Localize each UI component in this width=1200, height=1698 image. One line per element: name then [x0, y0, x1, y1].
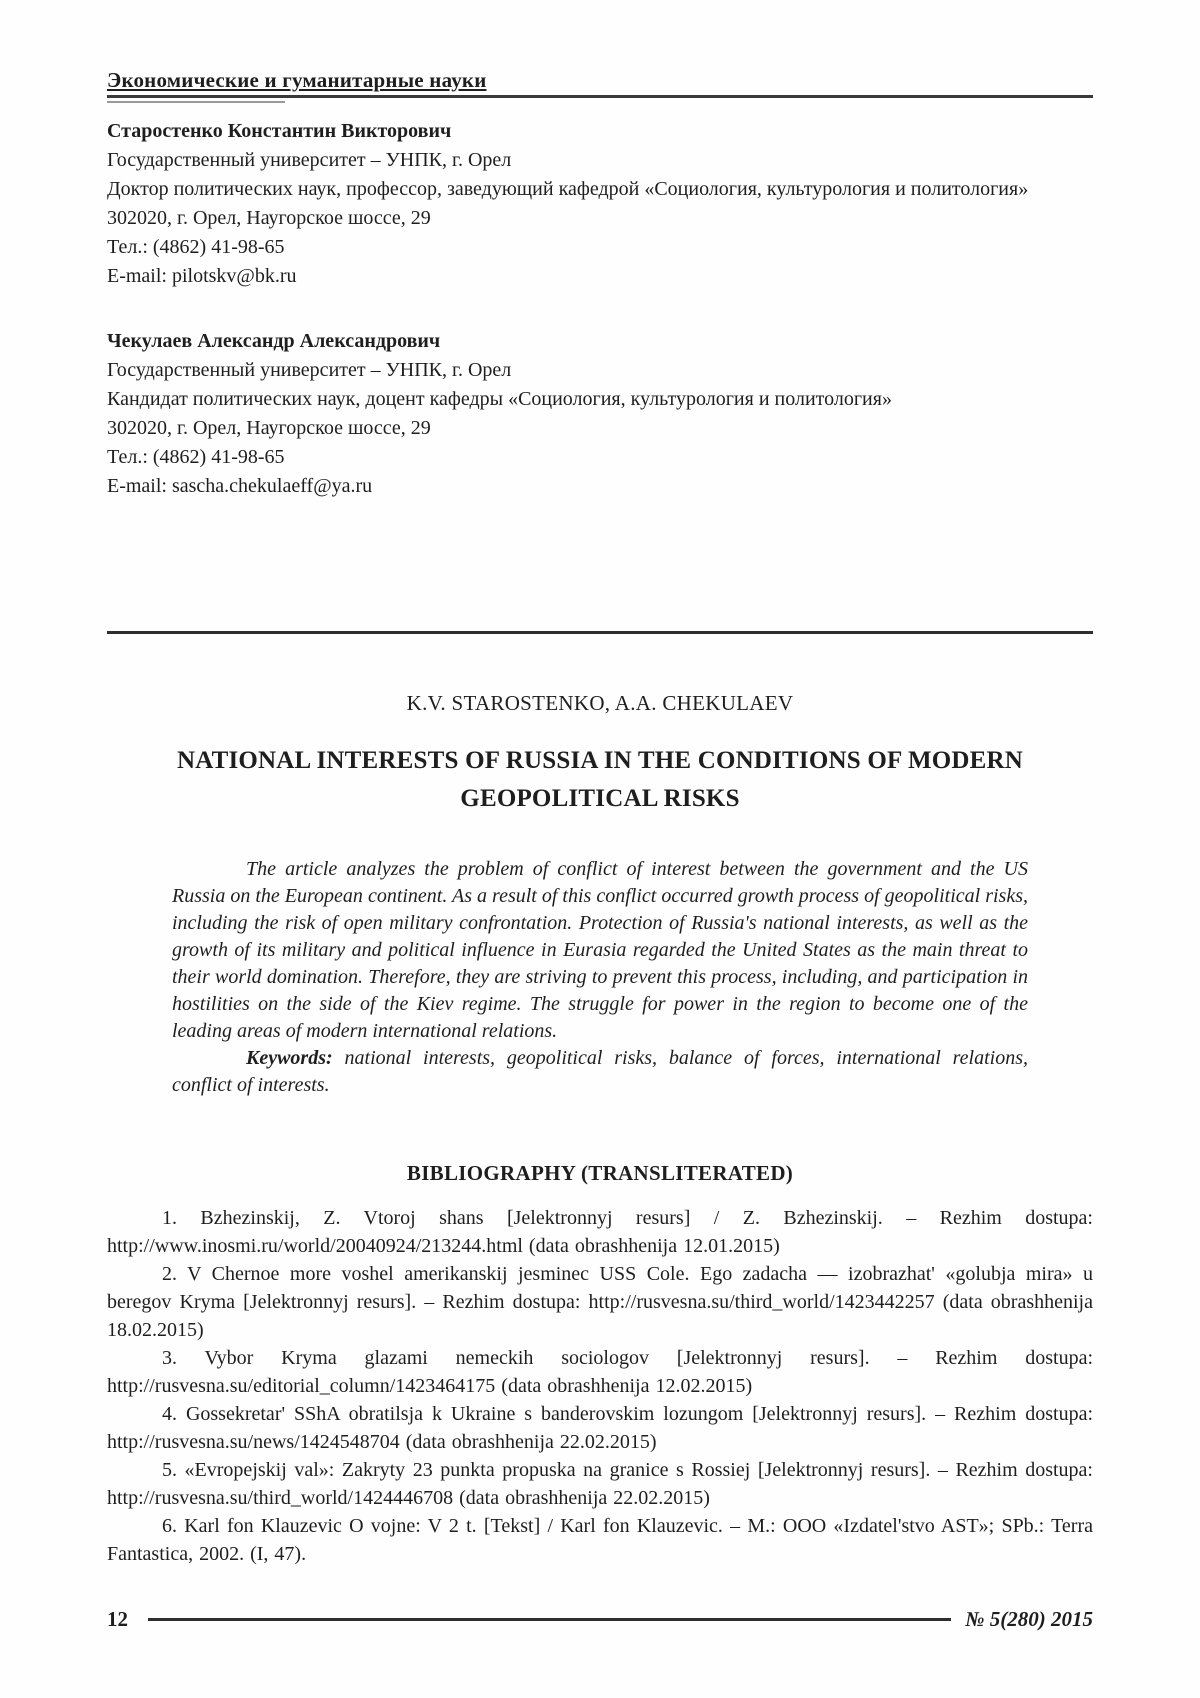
bibliography-item: 6. Karl fon Klauzevic O vojne: V 2 t. [Tekst] / Karl fon Klauzevic. – M.: OOO «Izdatel'stvo AST»; SPb.: Terra Fantastica, 2002. (I, 47).: [107, 1515, 1093, 1565]
section-divider: [107, 631, 1093, 634]
page-footer: [107, 1607, 1093, 1632]
author-address: 302020, г. Орел, Наугорское шоссе, 29: [107, 417, 431, 439]
abstract-block: [172, 856, 1028, 1099]
author-phone: Тел.: (4862) 41-98-65: [107, 236, 285, 258]
article-title: NATIONAL INTERESTS OF RUSSIA IN THE CONDITIONS OF MODERN GEOPOLITICAL RISKS: [176, 747, 1024, 812]
journal-header: [107, 68, 1093, 98]
author-phone: Тел.: (4862) 41-98-65: [107, 446, 285, 468]
bibliography-item: 5. «Evropejskij val»: Zakryty 23 punkta propuska na granice s Rossiej [Jelektronnyj resurs]. – Rezhim dostupa: http://rusvesna.su/third_world/1424446708 (data obrashhenija 22.02.2015): [107, 1459, 1093, 1509]
author-block-1: [107, 117, 1093, 291]
author-position: Доктор политических наук, профессор, заведующий кафедрой «Социология, культурология и политология»: [107, 178, 1029, 200]
bibliography-item: 1. Bzhezinskij, Z. Vtoroj shans [Jelektronnyj resurs] / Z. Bzhezinskij. – Rezhim dostupa: http://www.inosmi.ru/world/20040924/213244.html (data obrashhenija 12.01.2015): [107, 1207, 1093, 1257]
footer-rule: [148, 1618, 951, 1621]
author-email: E-mail: pilotskv@bk.ru: [107, 265, 297, 287]
bibliography-list: [107, 1204, 1093, 1568]
author-name: Старостенко Константин Викторович: [107, 120, 452, 142]
author-address: 302020, г. Орел, Наугорское шоссе, 29: [107, 207, 431, 229]
author-email: E-mail: sascha.chekulaeff@ya.ru: [107, 475, 373, 497]
journal-title: Экономические и гуманитарные науки: [107, 68, 487, 92]
bibliography-item: 4. Gossekretar' SShA obratilsja k Ukraine s banderovskim lozungom [Jelektronnyj resurs]. – Rezhim dostupa: http://rusvesna.su/news/1424548704 (data obrashhenija 22.02.2015): [107, 1403, 1093, 1453]
keywords-line: [172, 1045, 1028, 1099]
author-affiliation: Государственный университет – УНПК, г. Орел: [107, 149, 512, 171]
bibliography-heading: BIBLIOGRAPHY (TRANSLITERATED): [406, 1161, 794, 1185]
bibliography-item: 3. Vybor Kryma glazami nemeckih sociologov [Jelektronnyj resurs]. – Rezhim dostupa: http://rusvesna.su/editorial_column/1423464175 (data obrashhenija 12.02.2015): [107, 1347, 1093, 1397]
article-abstract: The article analyzes the problem of conflict of interest between the government and the US Russia on the European continent. As a result of this conflict occurred growth process of geopolitical risks, including the risk of open military confrontation. Protection of Russia's national interests, as well as the growth of its military and political influence in Eurasia regarded the United States as the main threat to their world domination. Therefore, they are striving to prevent this process, including, and participation in hostilities on the side of the Kiev regime. The struggle for power in the region to become one of the leading areas of modern international relations.: [172, 858, 1028, 1042]
author-block-2: [107, 327, 1093, 501]
author-name: Чекулаев Александр Александрович: [107, 330, 441, 352]
author-affiliation: Государственный университет – УНПК, г. Орел: [107, 359, 512, 381]
bibliography-item: 2. V Chernoe more voshel amerikanskij jesminec USS Cole. Ego zadacha — izobrazhat' «golubja mira» u beregov Kryma [Jelektronnyj resurs]. – Rezhim dostupa: http://rusvesna.su/third_world/1423442257 (data obrashhenija 18.02.2015): [107, 1263, 1093, 1341]
issue-number: № 5(280) 2015: [965, 1607, 1093, 1631]
article-authors-line: K.V. STAROSTENKO, A.A. CHEKULAEV: [406, 691, 794, 715]
keywords-text: national interests, geopolitical risks, balance of forces, international relations, conflict of interests.: [172, 1047, 1029, 1096]
keywords-label: Keywords:: [246, 1047, 333, 1069]
author-position: Кандидат политических наук, доцент кафедры «Социология, культурология и политология»: [107, 388, 892, 410]
page-number: 12: [107, 1607, 128, 1631]
